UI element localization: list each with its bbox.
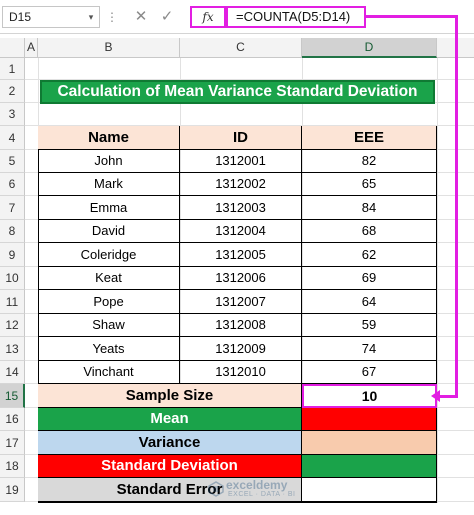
row-header-19[interactable]: 19 [0, 478, 25, 502]
row-header-17[interactable]: 17 [0, 431, 25, 455]
stat-label-variance[interactable]: Variance [38, 431, 302, 455]
watermark-name: exceldemy [226, 478, 288, 492]
watermark-tagline: EXCEL · DATA · BI [228, 491, 296, 498]
table-cell[interactable]: 59 [302, 314, 437, 337]
row-header-13[interactable]: 13 [0, 337, 25, 361]
table-cell[interactable]: David [38, 220, 180, 243]
column-header-c[interactable]: C [180, 38, 302, 58]
column-header-a[interactable]: A [25, 38, 38, 58]
column-header-cell-eee[interactable]: EEE [302, 126, 437, 150]
row-header-5[interactable]: 5 [0, 150, 25, 173]
table-cell[interactable]: Yeats [38, 337, 180, 361]
table-cell[interactable]: 69 [302, 267, 437, 290]
table-cell[interactable]: Shaw [38, 314, 180, 337]
watermark-logo [208, 478, 318, 502]
sheet-title[interactable]: Calculation of Mean Variance Standard Deviation [40, 80, 435, 104]
table-cell[interactable]: 67 [302, 361, 437, 384]
table-cell[interactable]: 1312010 [180, 361, 302, 384]
highlight-connector-line [455, 15, 458, 398]
stat-value-sample-size[interactable]: 10 [302, 384, 437, 408]
table-cell[interactable]: 1312007 [180, 290, 302, 314]
name-box-dropdown-icon[interactable]: ▾ [88, 12, 94, 22]
table-cell[interactable]: Pope [38, 290, 180, 314]
table-cell[interactable]: 68 [302, 220, 437, 243]
highlight-connector-line [366, 15, 458, 18]
table-cell[interactable]: Vinchant [38, 361, 180, 384]
row-header-18[interactable]: 18 [0, 455, 25, 478]
table-cell[interactable]: 1312008 [180, 314, 302, 337]
select-all-corner[interactable] [0, 38, 25, 58]
table-cell[interactable]: 1312001 [180, 150, 302, 173]
table-cell[interactable]: 1312009 [180, 337, 302, 361]
table-cell[interactable]: 1312004 [180, 220, 302, 243]
table-cell[interactable]: 1312002 [180, 173, 302, 196]
stat-value-mean[interactable] [302, 408, 437, 431]
table-cell[interactable]: 1312005 [180, 243, 302, 267]
table-cell[interactable]: Coleridge [38, 243, 180, 267]
row-header-1[interactable]: 1 [0, 58, 25, 80]
table-cell[interactable]: Emma [38, 196, 180, 220]
column-header-b[interactable]: B [38, 38, 180, 58]
stat-value-standard-error[interactable] [302, 478, 437, 502]
row-header-8[interactable]: 8 [0, 220, 25, 243]
table-cell[interactable]: 82 [302, 150, 437, 173]
formula-input[interactable]: =COUNTA(D5:D14) [226, 6, 366, 28]
table-cell[interactable]: 65 [302, 173, 437, 196]
table-cell[interactable]: 1312003 [180, 196, 302, 220]
watermark-icon [208, 481, 224, 497]
row-header-16[interactable]: 16 [0, 408, 25, 431]
stat-label-standard-error[interactable]: Standard Error [38, 478, 302, 502]
row-header-2[interactable]: 2 [0, 80, 25, 103]
table-cell[interactable]: Keat [38, 267, 180, 290]
row-header-15[interactable]: 15 [0, 384, 25, 408]
column-header-cell-id[interactable]: ID [180, 126, 302, 150]
name-box[interactable]: D15 [2, 6, 100, 28]
stat-label-standard-deviation[interactable]: Standard Deviation [38, 455, 302, 478]
table-cell[interactable]: 62 [302, 243, 437, 267]
row-header-3[interactable]: 3 [0, 103, 25, 126]
row-header-4[interactable]: 4 [0, 126, 25, 150]
row-header-6[interactable]: 6 [0, 173, 25, 196]
row-header-11[interactable]: 11 [0, 290, 25, 314]
insert-function-icon[interactable]: fx [190, 6, 226, 28]
row-header-12[interactable]: 12 [0, 314, 25, 337]
row-header-9[interactable]: 9 [0, 243, 25, 267]
table-cell[interactable]: 84 [302, 196, 437, 220]
stat-value-variance[interactable] [302, 431, 437, 455]
stat-label-sample-size[interactable]: Sample Size [38, 384, 302, 408]
highlight-connector-line [439, 395, 458, 398]
table-cell[interactable]: Mark [38, 173, 180, 196]
stat-value-standard-deviation[interactable] [302, 455, 437, 478]
table-cell[interactable]: 1312006 [180, 267, 302, 290]
table-cell[interactable]: 64 [302, 290, 437, 314]
table-cell[interactable]: John [38, 150, 180, 173]
row-header-7[interactable]: 7 [0, 196, 25, 220]
column-header-d[interactable]: D [302, 38, 437, 58]
highlight-arrow-icon [431, 390, 440, 402]
table-cell[interactable]: 74 [302, 337, 437, 361]
column-header-cell-name[interactable]: Name [38, 126, 180, 150]
cancel-icon[interactable]: ✕ [134, 8, 148, 25]
drag-handle-icon[interactable]: ⋮ [106, 10, 118, 24]
row-header-14[interactable]: 14 [0, 361, 25, 384]
row-header-10[interactable]: 10 [0, 267, 25, 290]
stat-label-mean[interactable]: Mean [38, 408, 302, 431]
enter-icon[interactable]: ✓ [160, 8, 174, 25]
